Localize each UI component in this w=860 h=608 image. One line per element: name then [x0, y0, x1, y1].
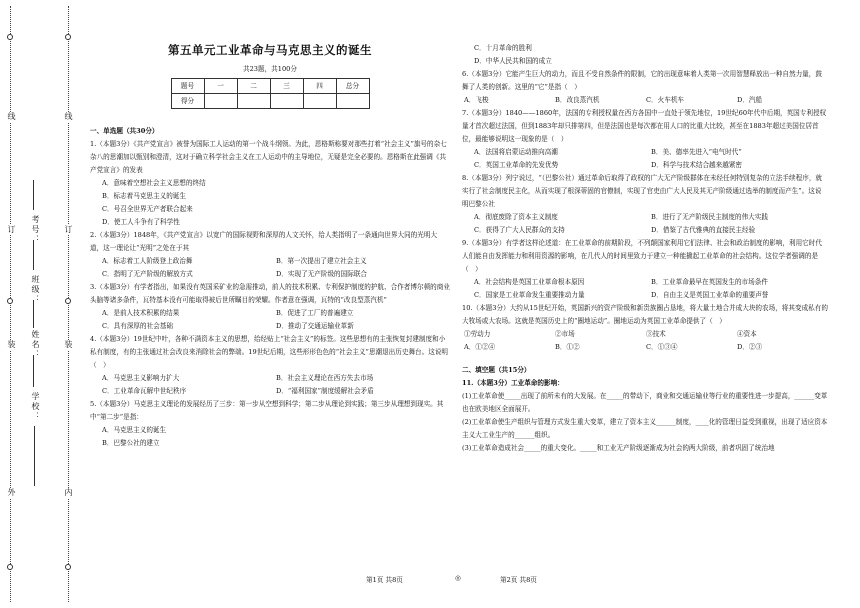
option[interactable]: A．意味着空想社会主义思想的终结 — [102, 179, 206, 187]
fill-line[interactable]: (3)工业革命造成社会_____的重大变化。_____和工业无产阶级逐渐成为社会的两大阶级，前者巩固了统治地 — [462, 444, 775, 452]
option-row — [462, 146, 828, 159]
score-header: 二 — [237, 79, 270, 94]
question-stem: 10.（本题3分）大约从15世纪开始，英国新兴的资产阶级和新贵族圈占垦地，将大量土地合并成大块的农场，将其变成私有的大牧场或大农场。这就是英国历史上的“圈地运动”。圈地运动为英国工业革命提供了（ ） — [462, 304, 828, 325]
punch-circle — [65, 564, 71, 570]
option[interactable]: A．彻底废除了资本主义制度 — [474, 213, 558, 221]
score-cell[interactable] — [237, 94, 270, 109]
question — [462, 68, 828, 107]
question-stem: 8.（本题3分）列宁说过，“（巴黎公社）通过革命后取得了政权的广大无产阶级群体在未经任何特别复杂的立法手续程序，就实行了社会制度民主化，从而实现了根深蒂固的官僚制，实现了官吏由广大人民及其无产阶级通过选举的制度而产生”。这说明巴黎公社 — [462, 174, 823, 208]
score-header: 总分 — [336, 79, 369, 94]
page-divider-mark: ◎ — [455, 574, 461, 582]
question-stem: 9.（本题3分）有学者这样论述道：在工业革命的前期阶段，不列颠国家利用它们法律、社会和政治制度的影响，利用它时代人们能自由发挥能力和利用资源的影响，在几代人的时间里致力于建立一种能撬起工业革命的社会结构。这位学者强调的是（ ） — [462, 239, 822, 273]
punch-circle — [65, 34, 71, 40]
option-row — [90, 372, 450, 385]
option[interactable]: B．标志着马克思主义的诞生 — [102, 192, 186, 200]
option[interactable]: B．第一次提出了建立社会主义 — [276, 257, 367, 265]
punch-circle — [7, 564, 13, 570]
option-row — [462, 289, 828, 302]
name-field[interactable]: 姓名： — [31, 330, 40, 360]
question-list — [90, 138, 450, 450]
field-underline — [33, 180, 34, 210]
question — [462, 302, 828, 354]
option-row — [90, 385, 450, 398]
option[interactable]: C．获得了广大人民群众的支持 — [474, 226, 565, 234]
binding-margin — [0, 0, 76, 608]
question — [462, 172, 828, 237]
option[interactable]: ④资本 — [737, 330, 757, 338]
score-header: 四 — [303, 79, 336, 94]
option-row — [462, 211, 828, 224]
question-stem: 7.（本题3分）1840——1860年，法国的专利授权量在西方各国中一直处于领先地位，19世纪60年代中后期，英国专利授权量才首次超过法国，但到1883年却只排第四，但是法国也是每次都在用人口的比重大比较，甚至在1883年超过美国位居首位，最能够说明这一现象的是（ ） — [462, 109, 827, 143]
score-header: 一 — [204, 79, 237, 94]
option-row — [462, 94, 828, 107]
option[interactable]: C．国家是工业革命发生重要推动力量 — [474, 291, 585, 299]
binding-word-ding: 订 — [7, 225, 16, 235]
question-stem: 11.（本题3分）工业革命的影响： — [462, 379, 564, 387]
field-underline — [33, 240, 34, 270]
question — [90, 333, 450, 398]
score-row-label: 得分 — [171, 94, 204, 109]
option[interactable]: A．马克思主义的诞生 — [102, 426, 167, 434]
option[interactable]: D．“福利国家”制度缓解社会矛盾 — [276, 387, 374, 395]
option[interactable]: C．英国工业革命的先发优势 — [474, 161, 559, 169]
page-number-right: 第2页 共8页 — [500, 576, 537, 584]
option[interactable]: C．指明了无产阶级的解放方式 — [102, 270, 193, 278]
left-page — [90, 0, 450, 450]
option[interactable]: B．改良蒸汽机 — [555, 96, 600, 104]
score-cell[interactable] — [204, 94, 237, 109]
option[interactable]: D．实现了无产阶级的国际联合 — [276, 270, 368, 278]
question — [462, 237, 828, 302]
option-row — [90, 268, 450, 281]
page-title: 第五单元工业革命与马克思主义的诞生 — [168, 43, 372, 57]
option[interactable]: B．美、德率先进入“电气时代” — [651, 148, 742, 156]
option[interactable]: B．巴黎公社的建立 — [102, 439, 160, 447]
class-field[interactable]: 班级： — [31, 275, 40, 305]
page-number-left: 第1页 共8页 — [366, 576, 403, 584]
option[interactable]: C．十月革命的胜利 — [474, 44, 532, 52]
option[interactable]: D．自由主义是英国工业革命的重要声誉 — [651, 291, 769, 299]
score-header: 三 — [270, 79, 303, 94]
question-stem: 3.（本题3分）有学者指出，如果没有英国采矿业的急需推动，前人的技术积累、专利保护制度的护航、合作者博尔顿的商业头脑等诸多条件，瓦特基本没有可能取得被后世所瞩目的荣耀。作者意在强调，瓦特的“改良型蒸汽机” — [90, 283, 450, 304]
question-stem: 1.（本题3分）《共产党宣言》被誉为国际工人运动的第一个战斗纲领。为此，恩格斯称要对那些打着“社会主义”旗号的杂七杂八的思潮加以甄别和澄清，这对于确立科学社会主义在工人运动中的主导地位，无疑是完全必要的。恩格斯在此强调《共产党宣言》的发表 — [90, 140, 447, 174]
fill-line[interactable]: (2)工业革命使生产组织与管理方式发生重大变革，建立了资本主义______制度，____化的管理日益受到重视，出现了适应资本主义大工业生产的______组织。 — [462, 418, 828, 439]
option[interactable]: C．号召全世界无产者联合起来 — [102, 205, 193, 213]
score-cell[interactable] — [303, 94, 336, 109]
option[interactable]: ③技术 — [646, 330, 666, 338]
option[interactable]: A．社会结构是英国工业革命根本原因 — [474, 278, 585, 286]
question-list — [462, 68, 828, 354]
question-stem: 5.（本题3分）马克思主义理论的发展经历了三步：第一步从空想到科学；第二步从理论到实践；第三步从理想到现实。其中“第二步”是指： — [90, 400, 444, 421]
question — [90, 229, 450, 281]
option[interactable]: A．法国将启蒙运动推向高潮 — [474, 148, 558, 156]
question — [90, 398, 450, 450]
binding-word-xian: 线 — [7, 112, 16, 122]
question — [462, 107, 828, 172]
outer-dotted-line — [10, 6, 11, 602]
option-row — [90, 307, 450, 320]
score-cell[interactable] — [336, 94, 369, 109]
option-row — [90, 320, 450, 333]
right-page — [462, 0, 828, 455]
exam-meta: 共23题，共100分 — [243, 65, 297, 73]
option[interactable]: B．进行了无产阶级民主制度的伟大实践 — [651, 213, 768, 221]
field-underline — [33, 355, 34, 387]
option[interactable]: C．火车机车 — [646, 96, 685, 104]
q5-continued — [462, 42, 828, 68]
option[interactable]: B．社会主义理论在西方失去市场 — [276, 374, 374, 382]
option[interactable]: C．具有深厚的社会基础 — [102, 322, 173, 330]
question-stem: 2.（本题3分）1848年，《共产党宣言》以宽广的国际视野和深厚的人文关怀，给人类指明了一条通向世界大同的光明大道，这一理论让“光明”之处在于其 — [90, 231, 438, 252]
binding-word-wai: 外 — [7, 488, 16, 498]
score-table — [171, 78, 370, 109]
binding-word-xian: 线 — [64, 112, 73, 122]
binding-word-ding: 订 — [64, 225, 73, 235]
option-row — [462, 159, 828, 172]
option[interactable]: D．推动了交通运输业革新 — [276, 322, 354, 330]
binding-word-zhuang: 装 — [64, 340, 73, 350]
question — [90, 138, 450, 229]
option[interactable]: C．①③④ — [646, 343, 678, 351]
option[interactable]: D．使工人斗争有了科学性 — [102, 218, 180, 226]
section-heading: 一、单选题（共30分） — [90, 127, 159, 135]
option[interactable]: C．工业革命瓦解中世纪秩序 — [102, 387, 187, 395]
binding-word-zhuang: 装 — [7, 340, 16, 350]
section-heading: 二、填空题（共15分） — [462, 366, 531, 374]
option-row — [462, 276, 828, 289]
score-cell[interactable] — [270, 94, 303, 109]
question — [90, 281, 450, 333]
option[interactable]: D．借鉴了古代雅典的直接民主经验 — [651, 226, 756, 234]
punch-circle — [7, 298, 13, 304]
school-field[interactable]: 学校： — [30, 392, 41, 486]
option[interactable]: B．工业革命最早在英国发生的市场条件 — [651, 278, 768, 286]
binding-word-nei: 内 — [64, 488, 73, 498]
exam-number-field[interactable]: 考号： — [31, 215, 40, 245]
field-underline — [33, 300, 34, 328]
option[interactable]: A．是前人技术积累的结果 — [102, 309, 180, 317]
question-stem: 6.（本题3分）它能产生巨大的动力，而且不受自然条件的限制，它的出现意味着人类第一次用智慧释放出一种自然力量，鼓舞了人类的创新。这里的“它”是指（ ） — [462, 70, 822, 91]
option-row — [462, 224, 828, 237]
option[interactable]: A．马克思主义影响力扩大 — [102, 374, 180, 382]
option-row — [462, 328, 828, 341]
inner-dotted-line — [68, 6, 69, 602]
option[interactable]: A．①②④ — [464, 343, 496, 351]
option[interactable]: D．科学与技术结合越来越紧密 — [651, 161, 743, 169]
option-row — [462, 341, 828, 354]
option[interactable]: D．中华人民共和国的成立 — [474, 57, 552, 65]
option[interactable]: ①劳动力 — [464, 330, 491, 338]
option[interactable]: ②市场 — [555, 330, 575, 338]
question-stem: 4.（本题3分）19世纪中叶，各种不满资本主义的思想，给经贴上“社会主义”的标签。这些思想有的主张恢复封建制度和小私有制度，有的主张通过社会改良来消除社会的弊端。19世纪后期，这些形形色色的“社会主义”思潮退出历史舞台。这说明（ ） — [90, 335, 449, 369]
option[interactable]: A．飞梭 — [464, 96, 489, 104]
punch-circle — [7, 34, 13, 40]
option[interactable]: B．①② — [555, 343, 580, 351]
punch-circle — [65, 298, 71, 304]
option[interactable]: A．标志着工人阶级登上政治舞 — [102, 257, 193, 265]
option[interactable]: D．②③ — [737, 343, 763, 351]
score-header: 题号 — [171, 79, 204, 94]
fill-line[interactable]: (1)工业革命使_____出现了前所未有的大发展。在_____的带动下，商业和交通运输业等行业的重要性进一步提高，______变革也在欧美地区全面展开。 — [462, 392, 828, 413]
option-row — [90, 255, 450, 268]
option[interactable]: B．促进了工厂的普遍建立 — [276, 309, 354, 317]
option[interactable]: D．汽船 — [737, 96, 763, 104]
